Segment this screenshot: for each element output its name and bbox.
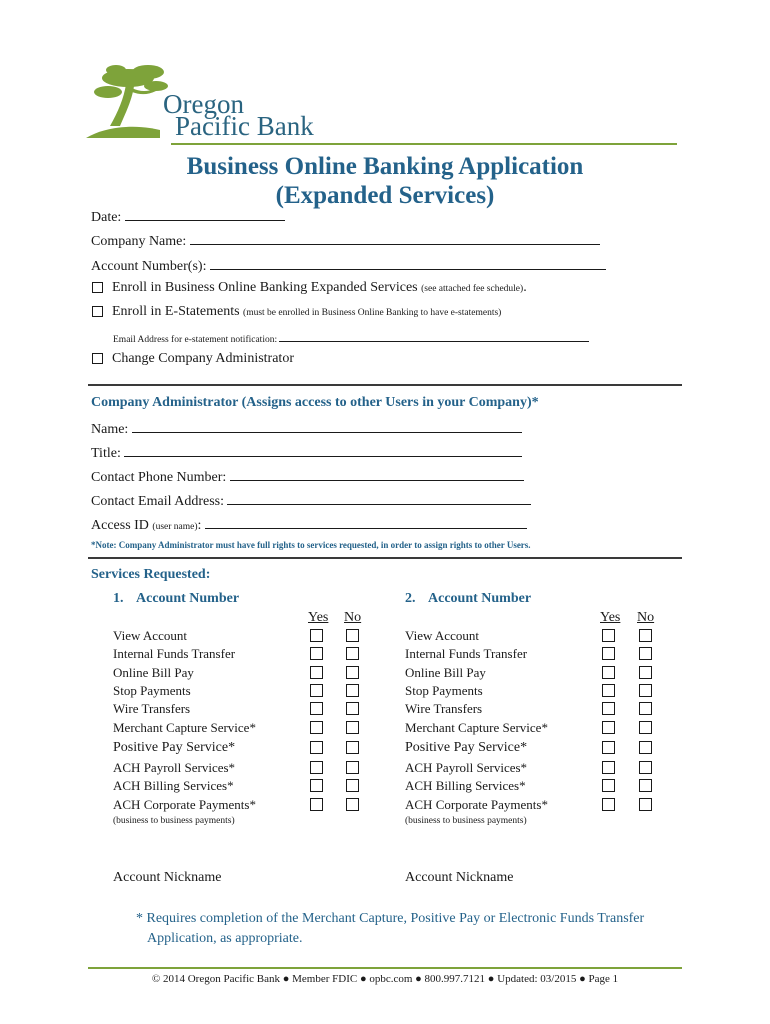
requirement-line1: * Requires completion of the Merchant Capture, Positive Pay or Electronic Funds Transfer	[136, 911, 645, 926]
date-label: Date:	[91, 210, 122, 225]
account-2-service-no-checkbox[interactable]	[639, 647, 652, 660]
admin-access-id-colon: :	[197, 518, 202, 533]
account-1-service-yes-checkbox[interactable]	[310, 702, 323, 715]
date-field	[91, 207, 285, 226]
section-divider-2	[88, 557, 682, 559]
enroll-expanded-checkbox[interactable]	[92, 282, 103, 293]
account-2-service-no-checkbox[interactable]	[639, 702, 652, 715]
enroll-estatements-note: (must be enrolled in Business Online Banking to have e-statements)	[243, 308, 502, 318]
account-2-service-yes-checkbox[interactable]	[602, 629, 615, 642]
account-2-service-no-checkbox[interactable]	[639, 779, 652, 792]
change-admin-label: Change Company Administrator	[112, 351, 294, 366]
admin-access-id-note: (user name)	[152, 522, 198, 532]
account-1-service-no-checkbox[interactable]	[346, 684, 359, 697]
company-name-field	[91, 231, 600, 250]
account-2-service-no-checkbox[interactable]	[639, 684, 652, 697]
account-2-service-label: Positive Pay Service*	[405, 740, 528, 755]
company-name-label: Company Name:	[91, 234, 187, 249]
account-2-service-label: ACH Corporate Payments*	[405, 797, 548, 812]
account-2-service-yes-checkbox[interactable]	[602, 702, 615, 715]
account-2-service-yes-checkbox[interactable]	[602, 666, 615, 679]
account-1-yes-header: Yes	[308, 610, 329, 625]
account-1-service-yes-checkbox[interactable]	[310, 741, 323, 754]
email-notification-label: Email Address for e-statement notification:	[113, 335, 278, 345]
account-2-service-label: Stop Payments	[405, 683, 483, 698]
account-1-service-label: Merchant Capture Service*	[113, 720, 256, 735]
account-1-service-yes-checkbox[interactable]	[310, 721, 323, 734]
account-2-service-yes-checkbox[interactable]	[602, 684, 615, 697]
account-2-service-no-checkbox[interactable]	[639, 761, 652, 774]
account-2-number-heading: Account Number	[428, 591, 532, 606]
account-2-yes-header: Yes	[600, 610, 621, 625]
admin-name-input-line[interactable]	[132, 419, 522, 433]
admin-note: *Note: Company Administrator must have full rights to services requested, in order to assign rights to other Users.	[91, 540, 531, 550]
enroll-estatements-option	[112, 304, 501, 320]
enroll-expanded-option	[112, 280, 527, 296]
account-1-service-label: Positive Pay Service*	[113, 740, 236, 755]
admin-access-id-field	[91, 515, 527, 534]
section-divider-1	[88, 384, 682, 386]
account-2-service-label: Online Bill Pay	[405, 665, 486, 680]
admin-phone-field	[91, 467, 524, 486]
account-1-service-yes-checkbox[interactable]	[310, 647, 323, 660]
account-1-service-label: ACH Corporate Payments*	[113, 797, 256, 812]
account-1-service-no-checkbox[interactable]	[346, 721, 359, 734]
account-1-service-label: Internal Funds Transfer	[113, 646, 236, 661]
account-1-service-label: ACH Billing Services*	[113, 778, 234, 793]
account-2-service-no-checkbox[interactable]	[639, 666, 652, 679]
services-heading: Services Requested:	[91, 567, 211, 582]
date-input-line[interactable]	[125, 207, 285, 221]
footer-divider	[88, 967, 682, 969]
account-2-service-yes-checkbox[interactable]	[602, 741, 615, 754]
page-subtitle: (Expanded Services)	[275, 182, 495, 209]
admin-email-input-line[interactable]	[227, 491, 531, 505]
admin-title-field	[91, 443, 522, 462]
admin-title-label: Title:	[91, 446, 121, 461]
account-1-service-no-checkbox[interactable]	[346, 761, 359, 774]
account-2-service-yes-checkbox[interactable]	[602, 647, 615, 660]
bank-name-line2: Pacific Bank	[175, 111, 314, 141]
account-1-number-index: 1.	[113, 591, 124, 606]
account-2-number-index: 2.	[405, 591, 416, 606]
account-1-service-no-checkbox[interactable]	[346, 741, 359, 754]
account-1-service-label: Stop Payments	[113, 683, 191, 698]
account-1-service-label: Online Bill Pay	[113, 665, 194, 680]
account-1-service-label: ACH Payroll Services*	[113, 760, 236, 775]
account-numbers-input-line[interactable]	[210, 256, 606, 270]
account-1-service-no-checkbox[interactable]	[346, 647, 359, 660]
admin-name-label: Name:	[91, 422, 129, 437]
account-1-service-label: Wire Transfers	[113, 701, 191, 716]
account-2-service-label: ACH Billing Services*	[405, 778, 526, 793]
account-2-service-label: View Account	[405, 628, 479, 643]
admin-email-field	[91, 491, 531, 510]
company-name-input-line[interactable]	[190, 231, 600, 245]
admin-phone-input-line[interactable]	[230, 467, 524, 481]
admin-name-field	[91, 419, 522, 438]
account-2-service-label: Wire Transfers	[405, 701, 483, 716]
admin-access-id-label: Access ID	[91, 518, 149, 533]
account-2-service-no-checkbox[interactable]	[639, 721, 652, 734]
bank-name-line1: Oregon	[163, 89, 244, 119]
account-1-service-yes-checkbox[interactable]	[310, 684, 323, 697]
enroll-expanded-note: (see attached fee schedule)	[421, 284, 524, 294]
account-numbers-label: Account Number(s):	[91, 259, 207, 274]
account-1-service-no-checkbox[interactable]	[346, 779, 359, 792]
account-2-service-no-checkbox[interactable]	[639, 798, 652, 811]
account-2-service-label: Merchant Capture Service*	[405, 720, 548, 735]
account-2-service-no-checkbox[interactable]	[639, 741, 652, 754]
enroll-estatements-label: Enroll in E-Statements	[112, 304, 240, 319]
header-divider	[171, 143, 677, 145]
account-1-service-subnote: (business to business payments)	[113, 816, 235, 826]
requirement-note	[136, 909, 645, 949]
account-1-service-no-checkbox[interactable]	[346, 629, 359, 642]
change-admin-checkbox[interactable]	[92, 353, 103, 364]
account-2-no-header: No	[637, 610, 655, 625]
enroll-expanded-label: Enroll in Business Online Banking Expanded Services	[112, 280, 418, 295]
account-2-service-yes-checkbox[interactable]	[602, 779, 615, 792]
account-2-service-no-checkbox[interactable]	[639, 629, 652, 642]
enroll-expanded-period: .	[523, 280, 527, 295]
account-numbers-field	[91, 256, 606, 275]
admin-email-label: Contact Email Address:	[91, 494, 224, 509]
account-1-no-header: No	[344, 610, 362, 625]
account-2-service-label: Internal Funds Transfer	[405, 646, 528, 661]
enroll-estatements-checkbox[interactable]	[92, 306, 103, 317]
account-1-service-yes-checkbox[interactable]	[310, 666, 323, 679]
account-2-service-subnote: (business to business payments)	[405, 816, 527, 826]
account-2-service-label: ACH Payroll Services*	[405, 760, 528, 775]
account-1-service-yes-checkbox[interactable]	[310, 779, 323, 792]
account-1-service-no-checkbox[interactable]	[346, 702, 359, 715]
account-2-nickname-label: Account Nickname	[405, 870, 514, 885]
account-2-service-yes-checkbox[interactable]	[602, 798, 615, 811]
page-title: Business Online Banking Application	[186, 153, 584, 180]
footer-text: © 2014 Oregon Pacific Bank ● Member FDIC ● opbc.com ● 800.997.7121 ● Updated: 03/2015 ● Page 1	[151, 973, 619, 985]
admin-title-input-line[interactable]	[124, 443, 522, 457]
account-2-service-yes-checkbox[interactable]	[602, 721, 615, 734]
email-notification-input-line[interactable]	[279, 332, 589, 342]
admin-access-id-input-line[interactable]	[205, 515, 527, 529]
account-1-nickname-label: Account Nickname	[113, 870, 222, 885]
account-1-service-yes-checkbox[interactable]	[310, 629, 323, 642]
account-1-service-yes-checkbox[interactable]	[310, 761, 323, 774]
email-notification-field	[113, 332, 589, 345]
admin-section-heading: Company Administrator (Assigns access to other Users in your Company)*	[91, 395, 539, 410]
account-1-service-label: View Account	[113, 628, 187, 643]
requirement-line2: Application, as appropriate.	[147, 931, 303, 946]
account-1-service-no-checkbox[interactable]	[346, 798, 359, 811]
account-1-number-heading: Account Number	[136, 591, 240, 606]
account-1-service-yes-checkbox[interactable]	[310, 798, 323, 811]
change-admin-option	[112, 351, 294, 367]
account-1-service-no-checkbox[interactable]	[346, 666, 359, 679]
account-2-service-yes-checkbox[interactable]	[602, 761, 615, 774]
admin-phone-label: Contact Phone Number:	[91, 470, 227, 485]
